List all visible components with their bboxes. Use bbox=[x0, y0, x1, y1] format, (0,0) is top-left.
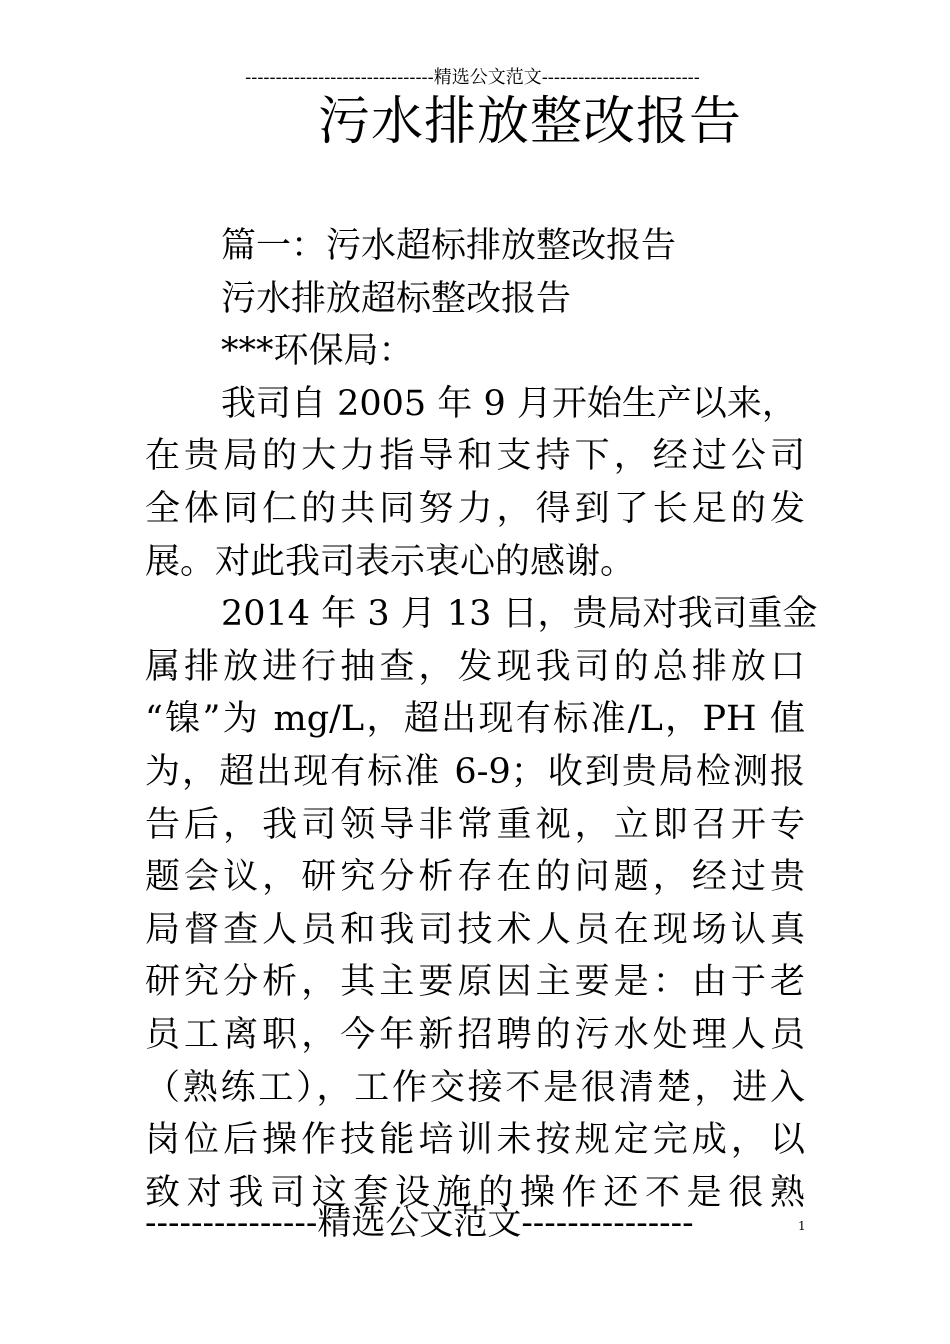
paragraph-line: “镍”为 mg/L，超出现有标准/L，PH 值 bbox=[145, 699, 805, 740]
paragraph-line: 2014 年 3 月 13 日，贵局对我司重金 bbox=[221, 594, 818, 635]
paragraph-line: 告后，我司领导非常重视，立即召开专 bbox=[145, 804, 805, 845]
paragraph-line: 为，超出现有标准 6-9；收到贵局检测报 bbox=[145, 751, 805, 792]
salutation: ***环保局： bbox=[221, 331, 414, 372]
paragraph-line: 研究分析，其主要原因主要是：由于老 bbox=[145, 962, 805, 1003]
paragraph-line: 属排放进行抽查，发现我司的总排放口 bbox=[145, 646, 805, 687]
paragraph-line: 在贵局的大力指导和支持下，经过公司 bbox=[145, 436, 805, 477]
paragraph-line: 致对我司这套设施的操作还不是很熟 bbox=[145, 1172, 805, 1213]
paragraph-line: 岗位后操作技能培训未按规定完成，以 bbox=[145, 1120, 805, 1161]
paragraph-line: 局督查人员和我司技术人员在现场认真 bbox=[145, 909, 805, 950]
document-title: 污水排放整改报告 bbox=[318, 92, 743, 152]
section-heading: 篇一：污水超标排放整改报告 bbox=[221, 226, 677, 266]
document-body bbox=[145, 220, 818, 1219]
paragraph-line: 全体同仁的共同努力，得到了长足的发 bbox=[145, 488, 805, 529]
paragraph-line: 员工离职，今年新招聘的污水处理人员 bbox=[145, 1014, 805, 1055]
paragraph-line: 题会议，研究分析存在的问题，经过贵 bbox=[145, 857, 805, 898]
report-title-line: 污水排放超标整改报告 bbox=[221, 278, 572, 319]
paragraph-line: 展。对此我司表示衷心的感谢。 bbox=[145, 541, 636, 582]
paragraph-line: 我司自 2005 年 9 月开始生产以来， bbox=[221, 383, 797, 424]
page-number: 1 bbox=[798, 1219, 806, 1233]
page-header: -------------------------------精选公文范文-------------------------- bbox=[245, 67, 700, 88]
paragraph-line: （熟练工），工作交接不是很清楚，进入 bbox=[145, 1067, 805, 1108]
page-footer: ---------------精选公文范文--------------- bbox=[145, 1203, 694, 1243]
